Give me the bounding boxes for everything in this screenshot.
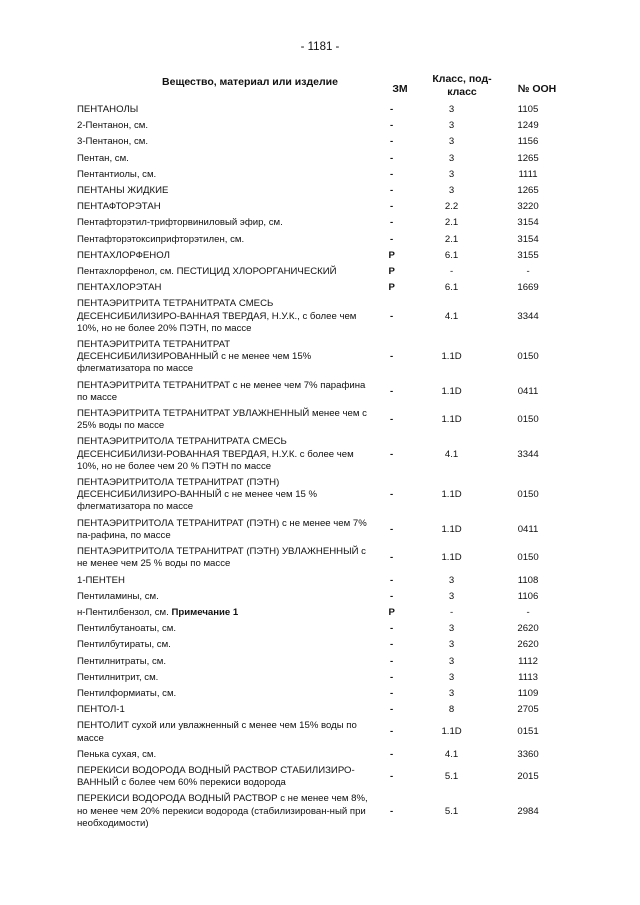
- table-row: [77, 434, 567, 475]
- header-substance: Вещество, материал или изделие: [162, 76, 338, 88]
- table-header: [77, 73, 567, 101]
- table-row: [77, 573, 567, 589]
- class-value: 8: [448, 704, 455, 716]
- class-value: 3: [448, 655, 455, 667]
- class-value: 6.1: [444, 249, 459, 261]
- un-number: 0150: [517, 351, 539, 363]
- un-number: 2984: [517, 805, 539, 817]
- zm-mark: -: [390, 217, 394, 229]
- table-row: [77, 337, 567, 378]
- un-number: 0411: [517, 523, 539, 535]
- class-value: 5.1: [444, 805, 459, 817]
- un-number: 1156: [517, 136, 539, 148]
- table-row: [77, 199, 567, 215]
- substance-name: 2-Пентанон, см.: [77, 120, 149, 132]
- class-value: 2.2: [444, 201, 459, 213]
- zm-mark: -: [390, 523, 394, 535]
- substance-name: ПЕНТАНЫ ЖИДКИЕ: [77, 185, 169, 197]
- un-number: 3154: [517, 233, 539, 245]
- un-number: 1111: [518, 168, 538, 180]
- zm-mark: -: [390, 152, 394, 164]
- zm-mark: -: [390, 233, 394, 245]
- table-row: [77, 718, 567, 746]
- zm-mark: -: [390, 489, 394, 501]
- zm-mark: -: [390, 687, 394, 699]
- table-row: [77, 118, 567, 134]
- zm-mark: Р: [388, 266, 395, 278]
- zm-mark: -: [390, 671, 394, 683]
- zm-mark: -: [390, 136, 394, 148]
- header-class: Класс, под- класс: [432, 73, 492, 98]
- substance-name: ПЕНТАЭРИТРИТОЛА ТЕТРАНИТРАТ (ПЭТН) ДЕСЕНСИБИЛИЗИРО-ВАННЫЙ с не менее чем 15 % флегматизатора по массе: [77, 477, 318, 513]
- zm-mark: -: [390, 771, 394, 783]
- note-reference: Примечание 1: [171, 606, 239, 618]
- class-value: 3: [448, 623, 455, 635]
- un-number: 2620: [517, 639, 539, 651]
- class-value: 3: [448, 168, 455, 180]
- zm-mark: -: [390, 552, 394, 564]
- table-row: [77, 151, 567, 167]
- class-value: 3: [448, 120, 455, 132]
- table-row: [77, 134, 567, 150]
- zm-mark: -: [390, 310, 394, 322]
- zm-mark: -: [390, 168, 394, 180]
- class-value: 6.1: [444, 282, 459, 294]
- substance-name: ПЕРЕКИСИ ВОДОРОДА ВОДНЫЙ РАСТВОР СТАБИЛИЗИРО-ВАННЫЙ с более чем 60% перекиси водорода: [77, 764, 355, 789]
- un-number: 1113: [518, 671, 538, 683]
- table-row: [77, 102, 567, 118]
- un-number: 0150: [517, 552, 539, 564]
- zm-mark: -: [390, 414, 394, 426]
- un-number: -: [526, 606, 530, 618]
- table-row: [77, 763, 567, 791]
- un-number: 0150: [517, 489, 539, 501]
- zm-mark: Р: [388, 249, 395, 261]
- class-value: -: [449, 266, 454, 278]
- table-row: [77, 280, 567, 296]
- substance-name: ПЕНТАФТОРЭТАН: [77, 201, 161, 213]
- class-value: 2.1: [444, 217, 459, 229]
- class-value: 4.1: [444, 748, 459, 760]
- substance-name: ПЕНТАЭРИТРИТОЛА ТЕТРАНИТРАТ (ПЭТН) УВЛАЖНЕННЫЙ с не менее чем 25 % воды по массе: [77, 546, 366, 570]
- class-value: 1.1D: [441, 489, 462, 501]
- table-row: [77, 747, 567, 763]
- zm-mark: -: [390, 120, 394, 132]
- un-number: 2015: [517, 771, 539, 783]
- substance-name: Пентилнитраты, см.: [77, 655, 167, 667]
- zm-mark: -: [390, 104, 394, 115]
- substance-name: 3-Пентанон, см.: [77, 136, 149, 148]
- zm-mark: Р: [388, 606, 395, 618]
- table-row: [77, 791, 567, 832]
- substance-name: н-Пентилбензол, см. Примечание 1: [77, 606, 239, 618]
- un-number: 3220: [517, 201, 539, 213]
- substance-name: Пентилнитрит, см.: [77, 671, 159, 683]
- un-number: -: [526, 266, 530, 278]
- substance-name: ПЕНТАЭРИТРИТА ТЕТРАНИТРАТ ДЕСЕНСИБИЛИЗИРОВАННЫЙ с не менее чем 15% флегматизатора по массе: [77, 339, 312, 375]
- substance-name: ПЕНТАЭРИТРИТА ТЕТРАНИТРАТА СМЕСЬ ДЕСЕНСИБИЛИЗИРО-ВАННАЯ ТВЕРДАЯ, Н.У.К., с более чем 10%, но не более 20% ПЭТН, по массе: [77, 298, 357, 334]
- table-row: [77, 686, 567, 702]
- un-number: 1265: [517, 152, 539, 164]
- substance-name: ПЕРЕКИСИ ВОДОРОДА ВОДНЫЙ РАСТВОР с не менее чем 8%, но менее чем 20% перекиси водорода (стабилизирован-ный при необходимости): [77, 793, 368, 829]
- un-number: 1265: [517, 185, 539, 197]
- un-number: 0411: [517, 385, 539, 397]
- zm-mark: -: [390, 385, 394, 397]
- table-row: [77, 183, 567, 199]
- substance-name: Пентилбутаноаты, см.: [77, 623, 177, 635]
- table-row: [77, 248, 567, 264]
- table-row: [77, 702, 567, 718]
- substance-name: Пентахлорфенол, см. ПЕСТИЦИД ХЛОРОРГАНИЧЕСКИЙ: [77, 266, 337, 278]
- table-row: [77, 232, 567, 248]
- class-value: 3: [448, 687, 455, 699]
- un-number: 0151: [517, 726, 539, 738]
- class-value: -: [449, 606, 454, 618]
- un-number: 3154: [517, 217, 539, 229]
- substance-name: ПЕНТОЛИТ сухой или увлажненный с менее чем 15% воды по массе: [77, 720, 357, 744]
- un-number: 3360: [517, 748, 539, 760]
- class-value: 5.1: [444, 771, 459, 783]
- substance-name: Пентафторэтоксиприфторэтилен, см.: [77, 233, 245, 245]
- class-value: 1.1D: [441, 523, 462, 535]
- un-number: 1249: [517, 120, 539, 132]
- class-value: 1.1D: [441, 351, 462, 363]
- class-value: 3: [448, 136, 455, 148]
- zm-mark: -: [390, 448, 394, 460]
- table-row: [77, 475, 567, 516]
- substance-name: Пенька сухая, см.: [77, 748, 157, 760]
- zm-mark: -: [390, 726, 394, 738]
- un-number: 3344: [517, 448, 539, 460]
- zm-mark: -: [390, 748, 394, 760]
- substance-name: Пентиламины, см.: [77, 590, 159, 602]
- un-number: 0150: [517, 414, 539, 426]
- table-row: [77, 654, 567, 670]
- class-value: 1.1D: [441, 726, 462, 738]
- zm-mark: -: [390, 704, 394, 716]
- table-row: [77, 378, 567, 406]
- class-value: 4.1: [444, 448, 459, 460]
- substance-name: Пентафторэтил-трифторвиниловый эфир, см.: [77, 217, 283, 229]
- zm-mark: -: [390, 590, 394, 602]
- zm-mark: -: [390, 574, 394, 586]
- substance-name: ПЕНТАХЛОРЭТАН: [77, 282, 162, 294]
- class-value: 3: [448, 574, 455, 586]
- table-row: [77, 670, 567, 686]
- table-row: [77, 637, 567, 653]
- table-row: [77, 215, 567, 231]
- substance-name: ПЕНТАЭРИТРИТОЛА ТЕТРАНИТРАТА СМЕСЬ ДЕСЕНСИБИЛИЗИ-РОВАННАЯ ТВЕРДАЯ, Н.У.К. с более чем 10%, но не более чем 20 % ПЭТН по массе: [77, 436, 354, 472]
- table-row: [77, 516, 567, 544]
- substance-name: ПЕНТАЭРИТРИТА ТЕТРАНИТРАТ УВЛАЖНЕННЫЙ менее чем с 25% воды по массе: [77, 408, 367, 432]
- zm-mark: -: [390, 623, 394, 635]
- un-number: 2620: [517, 623, 539, 635]
- header-un-number: № ООН: [517, 83, 557, 95]
- zm-mark: -: [390, 639, 394, 651]
- class-value: 3: [448, 152, 455, 164]
- substance-name: 1-ПЕНТЕН: [77, 574, 125, 586]
- un-number: 1109: [517, 687, 539, 699]
- substance-name: Пентантиолы, см.: [77, 168, 157, 180]
- table-row: [77, 621, 567, 637]
- table-row: [77, 605, 567, 621]
- un-number: 2705: [517, 704, 539, 716]
- un-number: 3155: [517, 249, 539, 261]
- table-row: [77, 264, 567, 280]
- substance-name: ПЕНТАЭРИТРИТА ТЕТРАНИТРАТ с не менее чем 7% парафина по массе: [77, 379, 366, 403]
- table-row: [77, 167, 567, 183]
- class-value: 1.1D: [441, 385, 462, 397]
- class-value: 2.1: [444, 233, 459, 245]
- un-number: 1108: [517, 574, 539, 586]
- table-row: [77, 296, 567, 337]
- un-number: 1105: [517, 104, 539, 115]
- un-number: 1112: [518, 655, 538, 667]
- class-value: 3: [448, 104, 455, 115]
- page-number: - 1181 -: [300, 41, 340, 53]
- table-row: [77, 544, 567, 572]
- class-value: 3: [448, 671, 455, 683]
- table-row: [77, 589, 567, 605]
- substance-name: Пентилформиаты, см.: [77, 687, 177, 699]
- substance-name: Пентилбутираты, см.: [77, 639, 171, 651]
- substance-name: ПЕНТАНОЛЫ: [77, 104, 139, 115]
- class-value: 4.1: [444, 310, 459, 322]
- un-number: 1669: [517, 282, 539, 294]
- zm-mark: Р: [388, 282, 395, 294]
- zm-mark: -: [390, 185, 394, 197]
- substance-name: ПЕНТАЭРИТРИТОЛА ТЕТРАНИТРАТ (ПЭТН) с не менее чем 7% па-рафина, по массе: [77, 517, 367, 541]
- class-value: 1.1D: [441, 414, 462, 426]
- class-value: 1.1D: [441, 552, 462, 564]
- zm-mark: -: [390, 201, 394, 213]
- substance-name: ПЕНТАХЛОРФЕНОЛ: [77, 249, 170, 261]
- class-value: 3: [448, 590, 455, 602]
- header-zm: ЗМ: [392, 83, 408, 95]
- un-number: 3344: [517, 310, 539, 322]
- substance-table: [77, 102, 567, 832]
- substance-name: Пентан, см.: [77, 152, 129, 164]
- zm-mark: -: [390, 805, 394, 817]
- zm-mark: -: [390, 351, 394, 363]
- un-number: 1106: [517, 590, 539, 602]
- substance-name: ПЕНТОЛ-1: [77, 704, 125, 716]
- class-value: 3: [448, 639, 455, 651]
- class-value: 3: [448, 185, 455, 197]
- table-row: [77, 406, 567, 434]
- zm-mark: -: [390, 655, 394, 667]
